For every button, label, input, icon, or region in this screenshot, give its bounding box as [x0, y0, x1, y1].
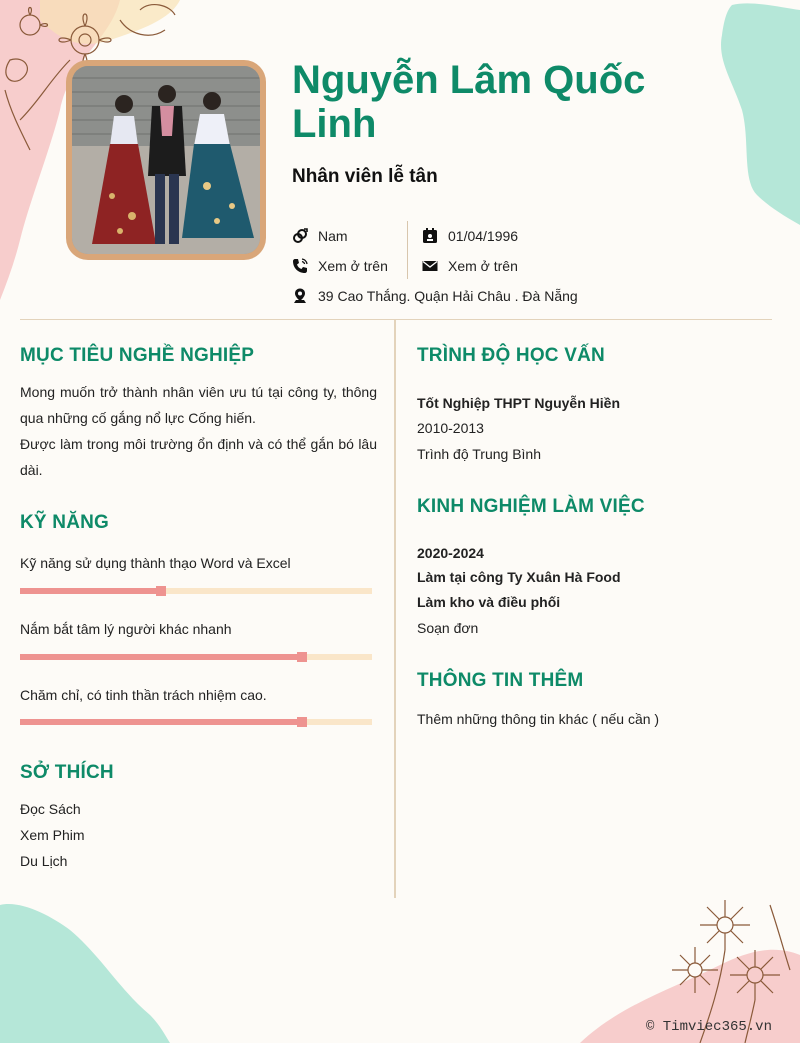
location-icon [292, 288, 308, 304]
email-info [422, 258, 518, 274]
bottom-left-watercolor-decoration [0, 900, 170, 1043]
gender-info [292, 228, 348, 244]
skill-bar-2 [20, 654, 372, 660]
candidate-name: Nguyễn Lâm Quốc Linh [292, 58, 646, 146]
experience-position: Làm kho và điều phối [417, 594, 561, 610]
skill-bar-knob [156, 586, 166, 596]
column-divider [394, 320, 396, 898]
experience-task: Soạn đơn [417, 620, 479, 636]
education-title: TRÌNH ĐỘ HỌC VẤN [417, 345, 605, 366]
experience-period: 2020-2024 [417, 545, 484, 561]
gender-value: Nam [318, 228, 348, 244]
address-info [292, 288, 578, 304]
education-years: 2010-2013 [417, 420, 484, 436]
phone-value: Xem ở trên [318, 258, 388, 274]
skill-bar-knob [297, 717, 307, 727]
experience-title: KINH NGHIỆM LÀM VIỆC [417, 496, 645, 517]
education-school: Tốt Nghiệp THPT Nguyễn Hiền [417, 395, 620, 411]
phone-icon [292, 258, 308, 274]
skill-label-2: Nắm bắt tâm lý người khác nhanh [20, 621, 232, 637]
skills-title: KỸ NĂNG [20, 512, 110, 533]
skill-bar-knob [297, 652, 307, 662]
skill-bar-fill [20, 588, 161, 594]
hobby-item: Du Lịch [20, 853, 68, 869]
copyright-text: © Timviec365.vn [645, 1019, 772, 1035]
top-right-watercolor-decoration [712, 0, 800, 230]
skill-label-3: Chăm chỉ, có tinh thần trách nhiệm cao. [20, 687, 267, 703]
email-value: Xem ở trên [448, 258, 518, 274]
birthday-icon [422, 228, 438, 244]
hobby-item: Đọc Sách [20, 801, 81, 817]
address-value: 39 Cao Thắng. Quận Hải Châu . Đà Nẵng [318, 288, 578, 304]
objective-title: MỤC TIÊU NGHỀ NGHIỆP [20, 345, 255, 366]
objective-text-2: Được làm trong môi trường ổn định và có thể gắn bó lâu dài. [20, 436, 377, 478]
education-level: Trình độ Trung Bình [417, 446, 541, 462]
email-icon [422, 258, 438, 274]
objective-text-1: Mong muốn trở thành nhân viên ưu tú tại công ty, thông qua những cố gắng nổ lực Cống hiến. [20, 384, 377, 426]
phone-info [292, 258, 388, 274]
profile-photo [72, 66, 260, 254]
header-divider [20, 319, 772, 320]
profile-photo-frame [66, 60, 266, 260]
skill-bar-fill [20, 719, 302, 725]
birthdate-info [422, 228, 518, 244]
job-title: Nhân viên lễ tân [292, 166, 438, 187]
extra-info-text: Thêm những thông tin khác ( nếu cần ) [417, 711, 660, 727]
skill-bar-3 [20, 719, 372, 725]
birthdate-value: 01/04/1996 [448, 228, 519, 244]
extra-info-title: THÔNG TIN THÊM [417, 670, 584, 691]
skill-label-1: Kỹ năng sử dụng thành thạo Word và Excel [20, 555, 291, 571]
skill-bar-1 [20, 588, 372, 594]
contact-divider [407, 221, 408, 279]
skill-bar-fill [20, 654, 302, 660]
hobby-item: Xem Phim [20, 827, 85, 843]
gender-icon [292, 228, 308, 244]
hobbies-title: SỞ THÍCH [20, 762, 114, 783]
experience-company: Làm tại công Ty Xuân Hà Food [417, 569, 621, 585]
objective-text [20, 379, 377, 483]
